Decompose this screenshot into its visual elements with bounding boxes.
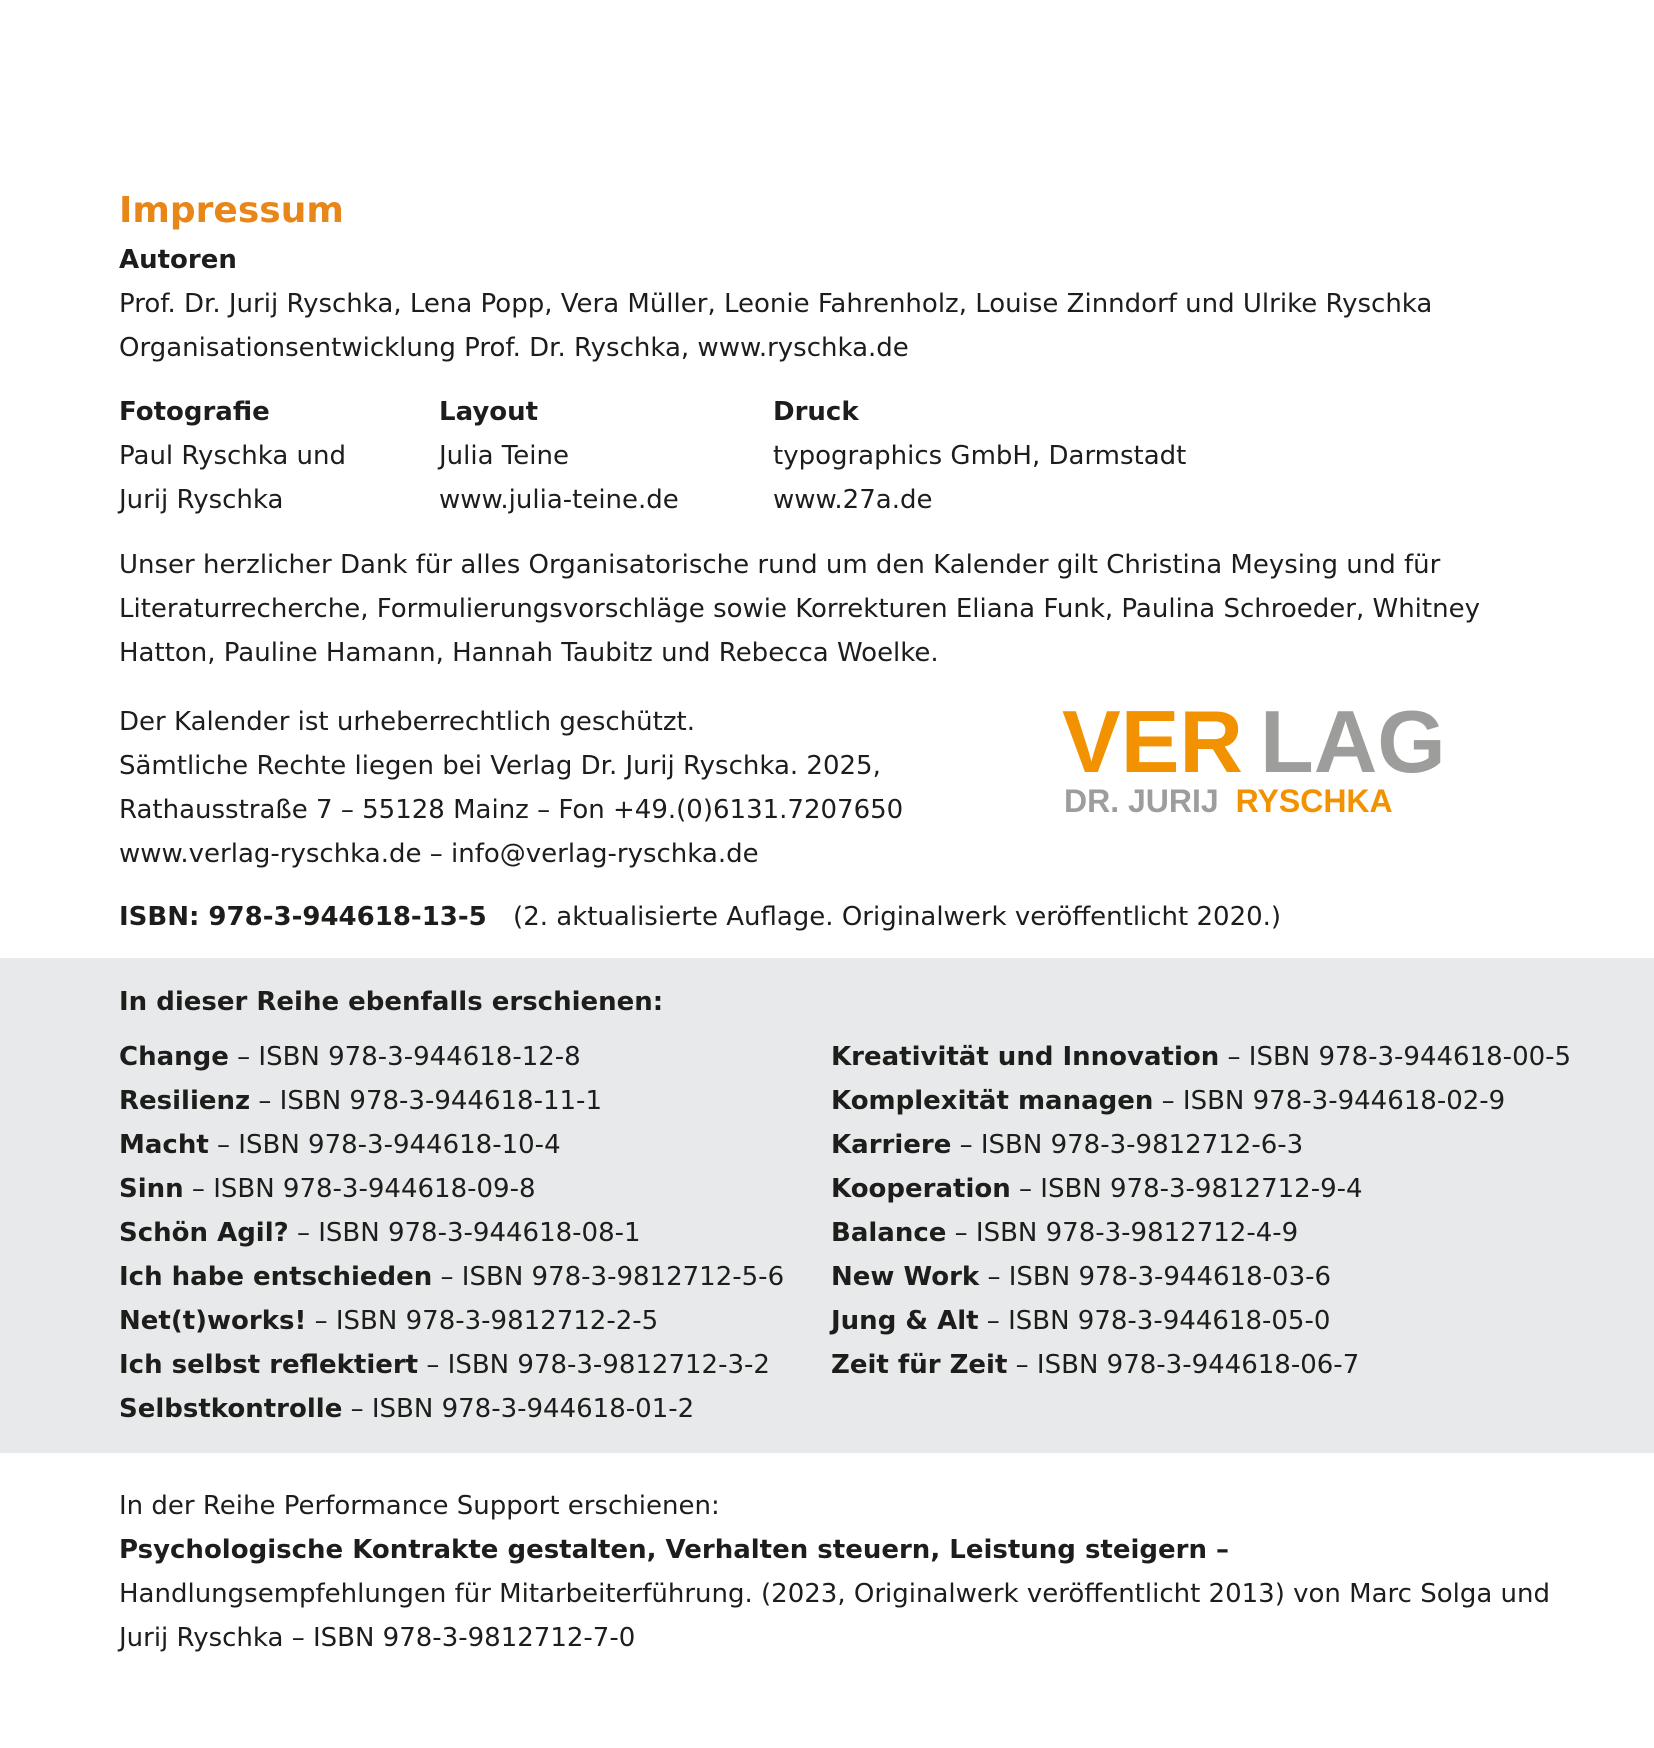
series-list-right: [831, 1035, 1571, 1387]
acknowledgements: Unser herzlicher Dank für alles Organisatorische rund um den Kalender gilt Christina Meysing und für Literaturrecherche, Formulierungsvorschläge sowie Korrekturen Eliana Funk, Paulina Schroeder, Whitney Hatton, Pauline Hamann, Hannah Taubitz und Rebecca Woelke.: [119, 550, 1480, 668]
layout-line-1: Julia Teine: [439, 441, 569, 471]
series-item: [831, 1167, 1571, 1211]
series-item: [831, 1035, 1571, 1079]
credits-section: [119, 390, 1654, 530]
performance-support-section: [119, 1484, 1559, 1660]
print-credit: [773, 390, 1186, 522]
series-book-isbn: – ISBN 978-3-944618-08-1: [288, 1218, 641, 1248]
series-book-isbn: – ISBN 978-3-944618-09-8: [183, 1174, 536, 1204]
series-item: [831, 1299, 1571, 1343]
series-book-isbn: – ISBN 978-3-944618-10-4: [208, 1130, 561, 1160]
series-book-title: Net(t)works!: [119, 1306, 307, 1336]
print-line-1: typographics GmbH, Darmstadt: [773, 441, 1187, 471]
series-item: [119, 1211, 784, 1255]
copyright-notice: [119, 700, 903, 876]
authors-label: Autoren: [119, 245, 237, 275]
series-item: [119, 1035, 784, 1079]
series-item: [119, 1255, 784, 1299]
series-book-title: Kooperation: [831, 1174, 1011, 1204]
layout-label: Layout: [439, 397, 539, 427]
series-book-title: Kreativität und Innovation: [831, 1042, 1220, 1072]
series-book-isbn: – ISBN 978-3-944618-12-8: [228, 1042, 581, 1072]
series-item: [119, 1167, 784, 1211]
series-book-isbn: – ISBN 978-3-9812712-5-6: [432, 1262, 785, 1292]
series-item: [119, 1123, 784, 1167]
series-book-title: Jung & Alt: [831, 1306, 979, 1336]
photo-label: Fotografie: [119, 397, 270, 427]
series-book-isbn: – ISBN 978-3-9812712-3-2: [418, 1350, 770, 1380]
series-book-title: Balance: [831, 1218, 947, 1248]
photo-credit: [119, 390, 346, 522]
isbn-line: [119, 895, 1281, 939]
series-book-isbn: – ISBN 978-3-944618-02-9: [1153, 1086, 1506, 1116]
series-book-isbn: – ISBN 978-3-9812712-6-3: [951, 1130, 1304, 1160]
layout-line-2: www.julia-teine.de: [439, 485, 679, 515]
photo-line-1: Paul Ryschka und: [119, 441, 347, 471]
logo-mark: [1062, 700, 1446, 819]
series-book-title: Ich selbst reflektiert: [119, 1350, 419, 1380]
series-item: [119, 1343, 784, 1387]
performance-book-details: Handlungsempfehlungen für Mitarbeiterführung. (2023, Originalwerk veröffentlicht 2013) von Marc Solga und Jurij Ryschka – ISBN 978-3-9812712-7-0: [119, 1579, 1551, 1653]
performance-intro: In der Reihe Performance Support erschienen:: [119, 1491, 720, 1521]
print-line-2: www.27a.de: [773, 485, 933, 515]
series-item: [831, 1343, 1571, 1387]
series-book-title: Komplexität managen: [831, 1086, 1154, 1116]
series-book-isbn: – ISBN 978-3-9812712-2-5: [306, 1306, 659, 1336]
layout-credit: [439, 390, 679, 522]
series-book-title: New Work: [831, 1262, 980, 1292]
edition-note: (2. aktualisierte Auflage. Originalwerk veröffentlicht 2020.): [513, 902, 1282, 932]
series-item: [831, 1211, 1571, 1255]
series-book-isbn: – ISBN 978-3-944618-11-1: [250, 1086, 602, 1116]
series-book-isbn: – ISBN 978-3-9812712-4-9: [946, 1218, 1299, 1248]
series-book-isbn: – ISBN 978-3-944618-03-6: [979, 1262, 1332, 1292]
series-book-title: Change: [119, 1042, 229, 1072]
logo-sub-gray: DR. JURIJ: [1064, 783, 1219, 819]
series-book-isbn: – ISBN 978-3-9812712-9-4: [1010, 1174, 1363, 1204]
series-book-title: Sinn: [119, 1174, 184, 1204]
series-book-title: Ich habe entschieden: [119, 1262, 433, 1292]
series-book-title: Selbstkontrolle: [119, 1394, 343, 1424]
rights-line-1: Der Kalender ist urheberrechtlich geschützt.: [119, 707, 695, 737]
logo-word-gray: LAG: [1260, 700, 1446, 791]
authors-organisation: Organisationsentwicklung Prof. Dr. Ryschka, www.ryschka.de: [119, 333, 909, 363]
series-item: [831, 1255, 1571, 1299]
rights-line-4: www.verlag-ryschka.de – info@verlag-ryschka.de: [119, 839, 759, 869]
performance-book-title: Psychologische Kontrakte gestalten, Verhalten steuern, Leistung steigern –: [119, 1535, 1230, 1565]
series-item: [831, 1123, 1571, 1167]
series-book-title: Zeit für Zeit: [831, 1350, 1008, 1380]
series-book-isbn: – ISBN 978-3-944618-00-5: [1219, 1042, 1572, 1072]
series-book-title: Schön Agil?: [119, 1218, 289, 1248]
series-book-title: Resilienz: [119, 1086, 251, 1116]
logo-word-orange: VER: [1062, 700, 1243, 791]
series-item: [119, 1299, 784, 1343]
series-book-isbn: – ISBN 978-3-944618-06-7: [1007, 1350, 1360, 1380]
series-book-title: Macht: [119, 1130, 209, 1160]
series-book-title: Karriere: [831, 1130, 952, 1160]
series-book-isbn: – ISBN 978-3-944618-05-0: [978, 1306, 1331, 1336]
series-title: In dieser Reihe ebenfalls erschienen:: [119, 987, 664, 1017]
series-item: [119, 1387, 784, 1431]
rights-line-3: Rathausstraße 7 – 55128 Mainz – Fon +49.(0)6131.7207650: [119, 795, 904, 825]
authors-names: Prof. Dr. Jurij Ryschka, Lena Popp, Vera Müller, Leonie Fahrenholz, Louise Zinndorf und Ulrike Ryschka: [119, 289, 1433, 319]
series-book-isbn: – ISBN 978-3-944618-01-2: [342, 1394, 695, 1424]
series-item: [831, 1079, 1571, 1123]
logo-sub-orange: RYSCHKA: [1235, 783, 1393, 819]
performance-entry: [119, 1528, 1559, 1660]
isbn-number: ISBN: 978-3-944618-13-5: [119, 902, 487, 932]
authors-section: [119, 238, 1432, 370]
photo-line-2: Jurij Ryschka: [119, 485, 284, 515]
series-list-left: [119, 1035, 784, 1431]
rights-line-2: Sämtliche Rechte liegen bei Verlag Dr. Jurij Ryschka. 2025,: [119, 751, 881, 781]
print-label: Druck: [773, 397, 859, 427]
page-title: Impressum: [119, 190, 344, 231]
verlag-logo: [1060, 700, 1480, 820]
series-item: [119, 1079, 784, 1123]
